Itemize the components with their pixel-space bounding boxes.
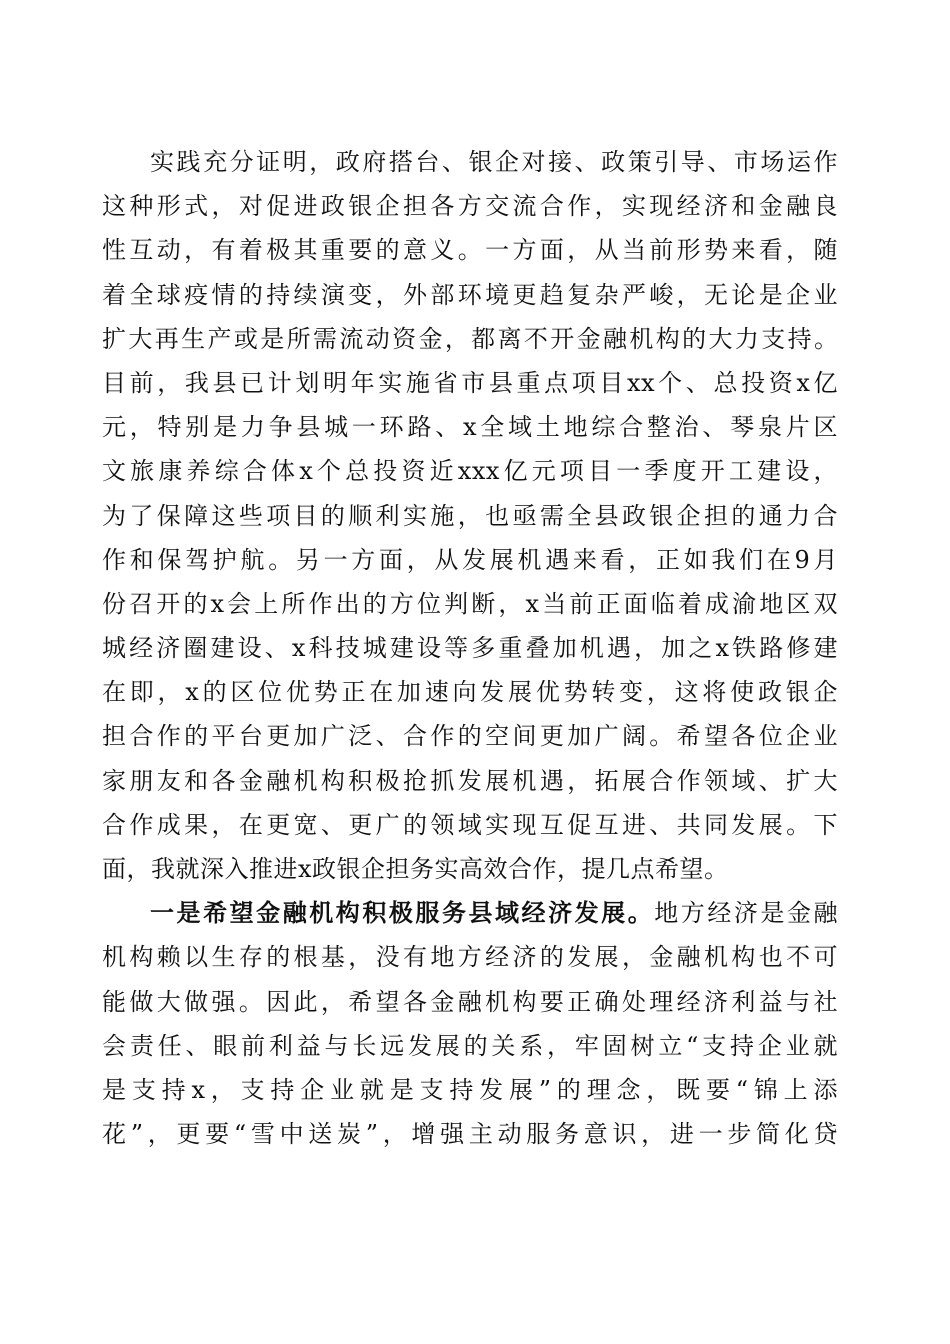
- paragraph-1-line-11: 份召开的x会上所作出的方位判断，x当前正面临着成渝地区双: [102, 589, 838, 618]
- document-body: [102, 140, 839, 1156]
- paragraph-1: [102, 140, 838, 891]
- paragraph-1-line-12: 城经济圈建设、x科技城建设等多重叠加机遇，加之x铁路修建: [102, 634, 838, 663]
- paragraph-1-line-15: 家朋友和各金融机构积极抢抓发展机遇，拓展合作领域、扩大: [102, 766, 838, 795]
- paragraph-1-line-2: 这种形式，对促进政银企担各方交流合作，实现经济和金融良: [102, 192, 838, 221]
- paragraph-2-line-4: 会责任、眼前利益与长远发展的关系，牢固树立“支持企业就: [102, 1031, 838, 1060]
- paragraph-1-line-8: 文旅康养综合体x个总投资近xxx亿元项目一季度开工建设，: [102, 457, 838, 486]
- paragraph-1-line-16: 合作成果，在更宽、更广的领域实现互促互进、共同发展。下: [102, 810, 838, 839]
- paragraph-1-line-14: 担合作的平台更加广泛、合作的空间更加广阔。希望各位企业: [102, 722, 838, 751]
- paragraph-2-first-rest: 地方经济是金融: [654, 899, 839, 928]
- paragraph-1-line-10: 作和保驾护航。另一方面，从发展机遇来看，正如我们在9月: [102, 545, 838, 574]
- paragraph-2-line-2: 机构赖以生存的根基，没有地方经济的发展，金融机构也不可: [102, 943, 838, 972]
- paragraph-1-line-4: 着全球疫情的持续演变，外部环境更趋复杂严峻，无论是企业: [102, 280, 838, 309]
- paragraph-1-line-7: 元，特别是力争县城一环路、x全域土地综合整治、琴泉片区: [102, 413, 838, 442]
- paragraph-2-line-1: [150, 891, 838, 935]
- paragraph-1-line-1: 实践充分证明，政府搭台、银企对接、政策引导、市场运作: [150, 148, 838, 176]
- paragraph-2-line-6: 花”，更要“雪中送炭”，增强主动服务意识，进一步简化贷: [102, 1120, 838, 1149]
- paragraph-1-line-13: 在即，x的区位优势正在加速向发展优势转变，这将使政银企: [102, 678, 838, 707]
- paragraph-2-line-5: 是支持x，支持企业就是支持发展”的理念，既要“锦上添: [102, 1075, 838, 1104]
- paragraph-1-line-5: 扩大再生产或是所需流动资金，都离不开金融机构的大力支持。: [102, 324, 838, 353]
- paragraph-1-line-17: 面，我就深入推进x政银企担务实高效合作，提几点希望。: [102, 855, 729, 883]
- paragraph-1-line-6: 目前，我县已计划明年实施省市县重点项目xx个、总投资x亿: [102, 368, 838, 397]
- paragraph-2-lead-sentence: 一是希望金融机构积极服务县域经济发展。: [150, 898, 655, 928]
- paragraph-2: [102, 891, 839, 1156]
- paragraph-1-line-9: 为了保障这些项目的顺利实施，也亟需全县政银企担的通力合: [102, 501, 838, 530]
- paragraph-2-line-3: 能做大做强。因此，希望各金融机构要正确处理经济利益与社: [102, 987, 838, 1016]
- paragraph-1-line-3: 性互动，有着极其重要的意义。一方面，从当前形势来看，随: [102, 236, 838, 265]
